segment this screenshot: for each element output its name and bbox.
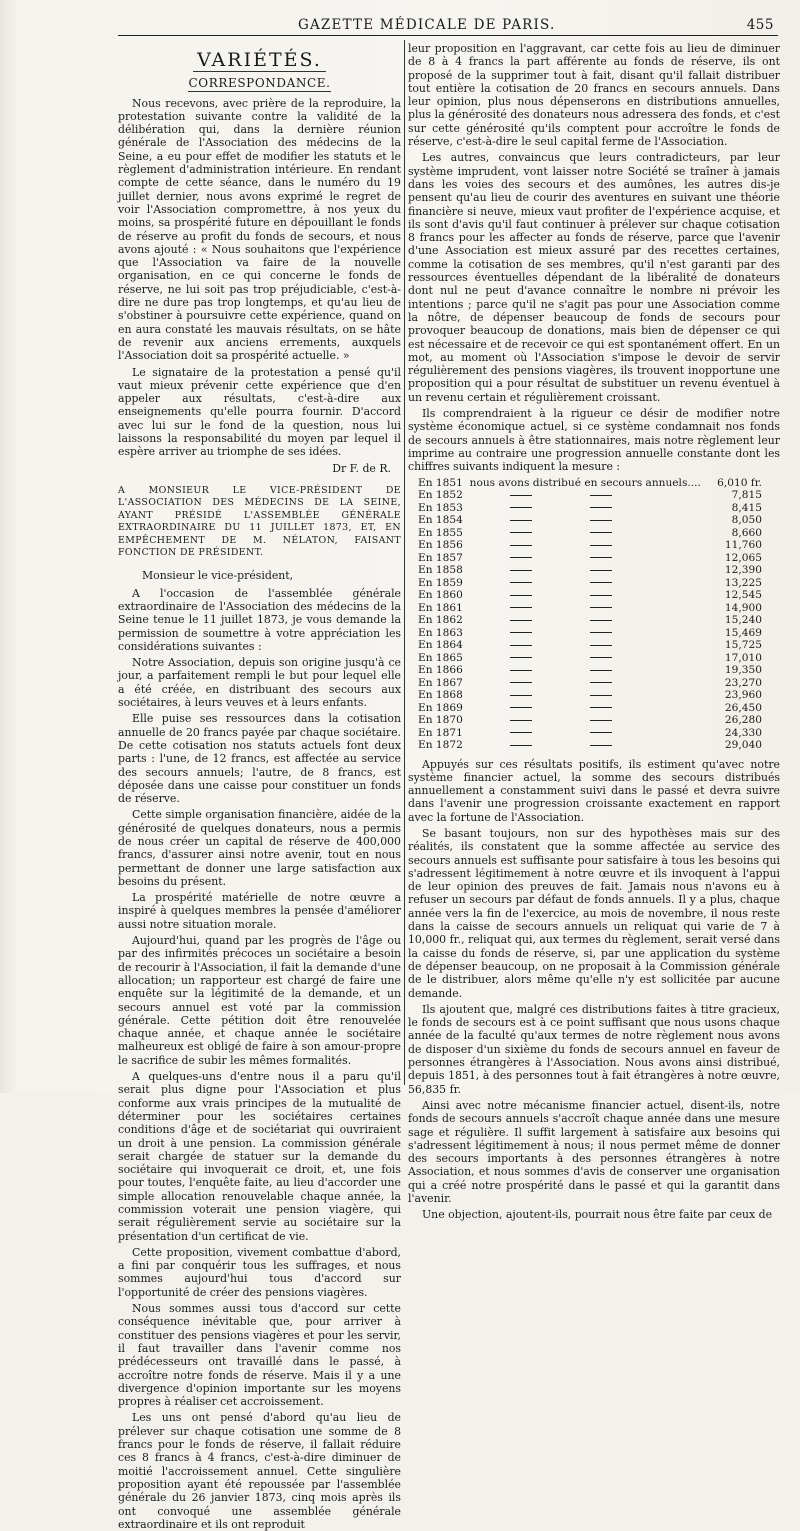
year-cell: En 1859 <box>418 576 463 589</box>
table-row <box>408 702 780 715</box>
amount-cell: 19,350 <box>724 664 762 676</box>
amount-cell: 8,050 <box>731 514 762 526</box>
ditto-dash <box>510 745 532 746</box>
description-cell <box>470 564 701 577</box>
signature: Dr F. de R. <box>332 461 391 475</box>
year-cell: En 1870 <box>418 714 463 726</box>
right-column <box>408 42 780 1222</box>
table-row <box>408 589 780 602</box>
ditto-dash <box>510 557 532 558</box>
ditto-dash <box>510 632 532 633</box>
ditto-dash <box>510 532 532 533</box>
table-row <box>408 714 780 727</box>
paragraph: Notre Association, depuis son origine jusqu'à ce jour, a parfaitement rempli le but pour lequel elle a été créée, en distribuant des secours aux sociétaires, à leurs veuves et à leurs enfants. <box>118 656 401 710</box>
paragraph: Nous sommes aussi tous d'accord sur cette conséquence inévitable que, pour arriver à constituer des pensions viagères et pour les servir, il faut travailler dans l'avenir comme nos prédécesseurs ont travaillé dans le passé, à accroître notre fonds de réserve. Mais il y a une divergence d'opinion importante sur les moyens propres à réaliser cet accroissement. <box>118 1302 401 1409</box>
paragraph: Cette simple organisation financière, aidée de la générosité de quelques donateurs, nous a permis de nous créer un capital de réserve de 400,000 francs, d'assurer ainsi notre avenir, tout en nous permettant de donner une large satisfaction aux besoins du présent. <box>118 808 401 888</box>
subsection-title: CORRESPONDANCE. <box>188 76 331 91</box>
description-cell <box>470 602 701 615</box>
relief-table <box>408 477 780 752</box>
paragraph: Aujourd'hui, quand par les progrès de l'âge ou par des infirmités précoces un sociétaire a besoin de recourir à l'Association, il fait la demande d'une allocation; un rapporteur est chargé de faire une enquête sur la légitimité de la demande, et un secours annuel est voté par la commission générale. Cette pétition doit être renouvelée chaque année, et chaque année le sociétaire malheureux est obligé de faire à son amour-propre le sacrifice de subir les mêmes formalités. <box>118 934 401 1067</box>
paragraph: Une objection, ajoutent-ils, pourrait nous être faite par ceux de <box>422 1208 773 1222</box>
paragraph: A l'occasion de l'assemblée générale extraordinaire de l'Association des médecins de la Seine tenue le 11 juillet 1873, je vous demande la permission de soumettre à votre appréciation les considérations suivantes : <box>118 586 401 653</box>
year-cell: En 1863 <box>418 626 463 639</box>
amount-cell: 12,545 <box>724 589 762 601</box>
page-number: 455 <box>746 17 774 33</box>
amount-cell: 17,010 <box>724 651 762 664</box>
description-cell <box>470 514 701 527</box>
ditto-dash <box>590 570 612 571</box>
ditto-dash <box>510 620 532 621</box>
table-row <box>408 614 780 627</box>
running-header <box>118 8 778 36</box>
paragraph: leur proposition en l'aggravant, car cette fois au lieu de diminuer de 8 à 4 francs la part afférente au fonds de réserve, ils ont proposé de la supprimer tout à fait, disant qu'il fallait distribuer tout entière la cotisation de 20 francs en secours annuels. Dans leur opinion, plus nous dépenserons en distributions annuelles, plus la générosité des donateurs nous adressera des fonds, et c'est sur cette générosité qu'ils comptent pour accroître le fonds de réserve, c'est-à-dire le seul capital ferme de l'Association. <box>408 42 780 149</box>
table-row <box>408 727 780 740</box>
description-cell <box>470 639 701 652</box>
ditto-dash <box>510 495 532 496</box>
ditto-dash <box>590 557 612 558</box>
year-cell: En 1869 <box>418 701 463 714</box>
description-cell <box>470 727 701 740</box>
year-cell: En 1858 <box>418 564 463 576</box>
description-cell <box>470 739 701 752</box>
salutation: Monsieur le vice-président, <box>142 569 294 583</box>
amount-cell: 8,415 <box>731 501 762 514</box>
ditto-dash <box>590 495 612 496</box>
paragraph: Appuyés sur ces résultats positifs, ils estiment qu'avec notre système financier actuel, la somme des secours distribués annuellement a constamment suivi dans le passé et devra suivre dans l'avenir une progression croissante exactement en rapport avec la fortune de l'Association. <box>408 757 780 824</box>
table-row <box>408 539 780 552</box>
ditto-dash <box>590 632 612 633</box>
ditto-dash <box>510 682 532 683</box>
table-row <box>408 602 780 615</box>
table-row <box>408 527 780 540</box>
table-row <box>408 689 780 702</box>
description-cell <box>470 577 701 590</box>
paragraph: Ils comprendraient à la rigueur ce désir de modifier notre système économique actuel, si ce système condamnait nos fonds de secours annuels à être stationnaires, mais notre règlement leur imprime au contraire une progression annuelle constante dont les chiffres suivants indiquent la mesure : <box>408 407 780 474</box>
paragraph: Elle puise ses ressources dans la cotisation annuelle de 20 francs payée par chaque sociétaire. De cette cotisation nos statuts actuels font deux parts : l'une, de 12 francs, est affectée au service des secours annuels; l'autre, de 8 francs, est déposée dans une caisse pour constituer un fonds de réserve. <box>118 712 401 806</box>
ditto-dash <box>590 582 612 583</box>
table-row <box>408 577 780 590</box>
year-cell: En 1866 <box>418 664 463 676</box>
amount-cell: 11,760 <box>724 539 762 551</box>
year-cell: En 1867 <box>418 676 463 689</box>
paragraph: A quelques-uns d'entre nous il a paru qu'il serait plus digne pour l'Association et plus conforme aux vrais principes de la mutualité de déterminer pour les sociétaires certaines conditions d'âge et de sociétariat qui ouvriraient un droit à une pension. La commission générale serait chargée de statuer sur la demande du sociétaire qui invoquerait ce droit, et, une fois pour toutes, l'enquête faite, au lieu d'accorder une simple allocation renouvelable chaque année, la commission voterait une pension viagère, qui serait régulièrement servie au sociétaire sur la présentation d'un certificat de vie. <box>118 1070 401 1243</box>
paragraph: Cette proposition, vivement combattue d'abord, a fini par conquérir tous les suffrages, et nous sommes aujourd'hui tous d'accord sur l'opportunité de créer des pensions viagères. <box>118 1245 401 1299</box>
ditto-dash <box>510 720 532 721</box>
amount-cell: 15,725 <box>724 639 762 651</box>
ditto-dash <box>510 657 532 658</box>
year-cell: En 1872 <box>418 739 463 751</box>
table-row <box>408 677 780 690</box>
year-cell: En 1852 <box>418 489 463 501</box>
amount-cell: 14,900 <box>724 601 762 614</box>
ditto-dash <box>590 545 612 546</box>
amount-cell: 15,469 <box>724 626 762 639</box>
paragraph: Les uns ont pensé d'abord qu'au lieu de prélever sur chaque cotisation une somme de 8 francs pour le fonds de réserve, il fallait réduire ces 8 francs à 4 francs, c'est-à-dire diminuer de moitié l'accroissement annuel. Cette singulière proposition ayant été repoussée par l'assemblée générale du 26 janvier 1873, cinq mois après ils ont convoqué une assemblée générale extraordinaire et ils ont reproduit <box>118 1411 401 1531</box>
description-cell: nous avons distribué en secours annuels.... <box>469 476 701 489</box>
left-column <box>118 42 401 1531</box>
ditto-dash <box>590 507 612 508</box>
ditto-dash <box>510 645 532 646</box>
amount-cell: 7,815 <box>731 489 762 501</box>
amount-cell: 12,390 <box>724 564 762 576</box>
ditto-dash <box>590 620 612 621</box>
ditto-dash <box>590 657 612 658</box>
table-row <box>408 564 780 577</box>
amount-cell: 6,010 fr. <box>717 476 762 489</box>
ditto-dash <box>590 695 612 696</box>
letter-heading: A MONSIEUR LE VICE-PRÉSIDENT DE L'ASSOCIATION DES MÉDECINS DE LA SEINE, AYANT PRÉSIDÉ L'ASSEMBLÉE GÉNÉRALE EXTRAORDINAIRE DU 11 JUILLET 1873, ET, EN EMPÊCHEMENT DE M. NÉLATON, FAISANT FONCTION DE PRÉSIDENT. <box>118 484 401 558</box>
ditto-dash <box>510 595 532 596</box>
table-row <box>408 552 780 565</box>
paragraph: Se basant toujours, non sur des hypothèses mais sur des réalités, ils constatent que la somme affectée au service des secours annuels est suffisante pour satisfaire à tous les besoins qui s'adressent légitimement à notre œuvre et ils invoquent à l'appui de leur opinion des preuves de fait. Jamais nous n'avons eu à refuser un secours par défaut de fonds annuels. Il y a plus, chaque année vers la fin de l'exercice, au mois de novembre, il nous reste dans la caisse de secours annuels un reliquat qui varie de 7 à 10,000 fr., reliquat qui, aux termes du règlement, serait versé dans la caisse du fonds de réserve, si, par une application du système de dépenser beaucoup, on ne proposait à la Commission générale de le distribuer, alors même qu'elle n'y est sollicitée par aucune demande. <box>408 826 780 1000</box>
amount-cell: 12,065 <box>724 551 762 564</box>
amount-cell: 8,660 <box>731 526 762 539</box>
ditto-dash <box>590 607 612 608</box>
table-row <box>408 514 780 527</box>
description-cell <box>470 539 701 552</box>
ditto-dash <box>590 682 612 683</box>
amount-cell: 23,270 <box>724 676 762 689</box>
year-cell: En 1861 <box>418 601 463 614</box>
year-cell: En 1854 <box>418 514 463 526</box>
ditto-dash <box>510 507 532 508</box>
ditto-dash <box>590 720 612 721</box>
description-cell <box>470 652 701 665</box>
amount-cell: 13,225 <box>724 576 762 589</box>
amount-cell: 23,960 <box>724 689 762 701</box>
ditto-dash <box>590 532 612 533</box>
description-cell <box>470 589 701 602</box>
ditto-dash <box>510 607 532 608</box>
table-row <box>408 652 780 665</box>
description-cell <box>470 527 701 540</box>
year-cell: En 1868 <box>418 689 463 701</box>
amount-cell: 15,240 <box>724 614 762 626</box>
ditto-dash <box>510 570 532 571</box>
paragraph: La prospérité matérielle de notre œuvre a inspiré à quelques membres la pensée d'améliorer aussi notre situation morale. <box>118 891 401 931</box>
section-title: VARIÉTÉS. <box>118 54 401 67</box>
ditto-dash <box>590 645 612 646</box>
description-cell <box>470 552 701 565</box>
year-cell: En 1856 <box>418 539 463 551</box>
ditto-dash <box>510 520 532 521</box>
table-row <box>408 627 780 640</box>
description-cell <box>470 627 701 640</box>
table-row <box>408 477 780 490</box>
ditto-dash <box>510 545 532 546</box>
amount-cell: 26,280 <box>724 714 762 726</box>
table-row <box>408 489 780 502</box>
ditto-dash <box>510 582 532 583</box>
table-row <box>408 739 780 752</box>
table-row <box>408 502 780 515</box>
amount-cell: 24,330 <box>724 726 762 739</box>
journal-title: GAZETTE MÉDICALE DE PARIS. <box>298 17 556 33</box>
year-cell: En 1864 <box>418 639 463 651</box>
ditto-dash <box>510 732 532 733</box>
year-cell: En 1855 <box>418 526 463 539</box>
ditto-dash <box>590 595 612 596</box>
description-cell <box>470 714 701 727</box>
ditto-dash <box>590 670 612 671</box>
year-cell: En 1862 <box>418 614 463 626</box>
year-cell: En 1851 <box>418 476 463 489</box>
column-divider <box>404 40 405 1085</box>
description-cell <box>470 664 701 677</box>
ditto-dash <box>510 695 532 696</box>
ditto-dash <box>510 670 532 671</box>
amount-cell: 26,450 <box>724 701 762 714</box>
ditto-dash <box>590 732 612 733</box>
description-cell <box>470 502 701 515</box>
description-cell <box>470 702 701 715</box>
year-cell: En 1853 <box>418 501 463 514</box>
ditto-dash <box>590 707 612 708</box>
year-cell: En 1857 <box>418 551 463 564</box>
year-cell: En 1871 <box>418 726 463 739</box>
paragraph: Ainsi avec notre mécanisme financier actuel, disent-ils, notre fonds de secours annuels s'accroît chaque année dans une mesure sage et régulière. Il suffit largement à satisfaire aux besoins qui s'adressent légitimement à nous; il nous permet même de donner des secours importants à des personnes étrangères à notre Association, et nous sommes d'avis de conserver une organisation qui a créé notre prospérité dans le passé et qui la garantit dans l'avenir. <box>408 1098 780 1205</box>
paragraph: Les autres, convaincus que leurs contradicteurs, par leur système imprudent, vont laisser notre Société se traîner à jamais dans les voies des secours et des aumônes, les autres dis-je pensent qu'au lieu de courir des aventures en suivant une théorie financière si neuve, mieux vaut profiter de l'expérience acquise, et ils sont d'avis qu'il faut continuer à prélever sur chaque cotisation 8 francs pour les affecter au fonds de réserve, parce que l'avenir d'une Association est mieux assuré par des recettes certaines, comme la cotisation de ses membres, qu'il n'est garanti par des ressources éventuelles dépendant de la libéralité de donateurs dont nul ne peut d'avance connaître le nombre ni prévoir les intentions ; parce qu'il ne s'agit pas pour une Association comme la nôtre, de dépenser beaucoup de fonds de secours pour provoquer beaucoup de donations, mais bien de dépenser ce qui est nécessaire et de recevoir ce qui est spontanément offert. En un mot, au moment où l'Association s'impose le devoir de servir régulièrement des pensions viagères, ils trouvent inopportune une proposition qui a pour résultat de substituer un revenu éventuel à un revenu certain et régulièrement croissant. <box>408 151 780 404</box>
description-cell <box>470 489 701 502</box>
description-cell <box>470 677 701 690</box>
amount-cell: 29,040 <box>724 739 762 751</box>
paragraph: Le signataire de la protestation a pensé qu'il vaut mieux prévenir cette expérience que d'en appeler aux résultats, c'est-à-dire aux enseignements qu'elle pourra fournir. D'accord avec lui sur le fond de la question, nous lui laissons la responsabilité du moyen par lequel il espère arriver au triomphe de ses idées. <box>118 365 401 459</box>
ditto-dash <box>590 745 612 746</box>
table-row <box>408 664 780 677</box>
header-rule <box>118 35 778 36</box>
description-cell <box>470 614 701 627</box>
description-cell <box>470 689 701 702</box>
ditto-dash <box>510 707 532 708</box>
year-cell: En 1865 <box>418 651 463 664</box>
paragraph: Nous recevons, avec prière de la reproduire, la protestation suivante contre la validité de la délibération qui, dans la dernière réunion générale de l'Association des médecins de la Seine, a eu pour effet de modifier les statuts et le règlement d'administration intérieure. En rendant compte de cette séance, dans le numéro du 19 juillet dernier, nous avons exprimé le regret de voir l'Association compromettre, à nos yeux du moins, sa prospérité future en dépouillant le fonds de réserve au profit du fonds de secours, et nous avons ajouté : « Nous souhaitons que l'expérience que l'Association va faire de la nouvelle organisation, en ce qui concerne le fonds de réserve, ne lui soit pas trop préjudiciable, c'est-à-dire ne dure pas trop longtemps, et qu'au lieu de s'obstiner à poursuivre cette expérience, quand on en aura constaté les mauvais résultats, on se hâte de revenir aux anciens errements, auxquels l'Association doit sa prospérité actuelle. » <box>118 96 401 363</box>
ditto-dash <box>590 520 612 521</box>
paragraph: Ils ajoutent que, malgré ces distributions faites à titre gracieux, le fonds de secours est à ce point suffisant que nous usons chaque année de la faculté qu'aux termes de notre règlement nous avons de disposer d'un sixième du fonds de secours annuel en faveur de personnes étrangères à l'Association. Nous avons ainsi distribué, depuis 1851, à des personnes tout à fait étrangères à notre œuvre, 56,835 fr. <box>408 1002 780 1096</box>
table-row <box>408 639 780 652</box>
year-cell: En 1860 <box>418 589 463 601</box>
